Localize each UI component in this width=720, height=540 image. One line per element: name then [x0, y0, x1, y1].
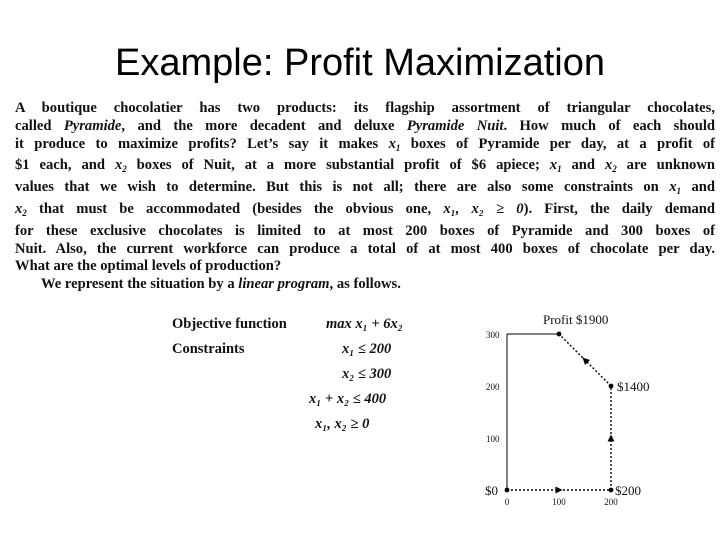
constraints-label: Constraints [172, 341, 245, 357]
var-x1: $x_1$ [549, 157, 562, 175]
constraint-1: x₁ ≤ 200 [342, 341, 392, 357]
product-name-pyramide: Pyramide [63, 117, 122, 134]
path-direction-arrow [556, 487, 563, 494]
paragraph-line [15, 136, 715, 158]
feasible-region-graph [480, 310, 700, 510]
text: , as follows. [329, 276, 401, 293]
vertex-dot [609, 488, 614, 493]
vertex-label: $200 [615, 483, 641, 498]
nonnegativity-math: x₁, x₂ ≥ 0 [443, 200, 524, 217]
paragraph-line [15, 118, 715, 136]
text: What are the optimal levels of production? [15, 258, 282, 275]
product-name-nuit: Pyramide Nuit [406, 117, 504, 134]
path-direction-arrow [583, 358, 590, 365]
paragraph-line [15, 157, 715, 179]
slide-title: Example: Profit Maximization [115, 42, 605, 84]
vertex-dot [609, 384, 614, 389]
x-tick-label: 200 [604, 497, 618, 507]
vertex-label: $1400 [617, 379, 650, 394]
text: ). First, the daily demand [523, 200, 716, 217]
vertex-dot [557, 332, 562, 337]
text: it produce to maximize profits? Let’s say it makes [15, 135, 389, 152]
text: A boutique chocolatier has two products: its flagship assortment of triangular chocolates, [15, 100, 715, 116]
vertex-label: Profit $1900 [543, 312, 609, 327]
text: $1 each, and [15, 157, 115, 174]
constraint-4: x₁, x₂ ≥ 0 [315, 416, 370, 432]
text: values that we wish to determine. But this is not all; there are also some constraints on [15, 179, 670, 196]
objective-expression: max x₁ + 6x₂ [326, 316, 403, 332]
y-tick-label: 100 [486, 434, 500, 444]
constraint-3: x₁ + x₂ ≤ 400 [309, 391, 387, 407]
text: boxes of Pyramide per day, at a profit of [400, 135, 715, 152]
var-x1: $x_1$ [669, 179, 682, 197]
graph-svg [480, 310, 700, 510]
var-x2: $x_2$ [114, 157, 127, 175]
paragraph-line [15, 201, 715, 223]
text: and [561, 157, 605, 174]
objective-label: Objective function [172, 316, 287, 332]
paragraph-line [15, 179, 715, 201]
path-direction-arrow [608, 435, 615, 442]
x-tick-label: 100 [552, 497, 566, 507]
constraint-2: x₂ ≤ 300 [342, 366, 392, 382]
problem-paragraph [15, 100, 715, 294]
vertex-label: $0 [485, 483, 498, 498]
text: and [681, 179, 715, 196]
text: are unknown [616, 157, 716, 174]
paragraph-line [15, 223, 715, 241]
text: for these exclusive chocolates is limited to at most 200 boxes of Pyramide and 300 boxes of [15, 222, 715, 239]
paragraph-line [15, 241, 715, 259]
y-tick-label: 300 [486, 330, 500, 340]
text: Nuit. Also, the current workforce can produce a total of at most 400 boxes of chocolate per day. [15, 240, 715, 257]
paragraph-line [15, 100, 715, 118]
var-x2: $x_2$ [604, 157, 617, 175]
text: that must be accommodated (besides the obvious one, [26, 200, 444, 217]
paragraph-line [15, 258, 715, 276]
x-tick-label: 0 [504, 497, 510, 507]
text: . How much of each should [503, 117, 715, 134]
text: , and the more decadent and deluxe [121, 117, 407, 134]
text: We represent the situation by a [41, 276, 239, 293]
var-x2: $x_2$ [15, 200, 27, 218]
paragraph-line [15, 276, 715, 294]
var-x1: $x_1$ [388, 135, 401, 153]
text: boxes of Nuit, at a more substantial profit of $6 apiece; [126, 157, 550, 174]
vertex-dot [505, 488, 510, 493]
term-linear-program: linear program [238, 276, 330, 293]
y-tick-label: 200 [486, 382, 500, 392]
text: called [15, 117, 64, 134]
